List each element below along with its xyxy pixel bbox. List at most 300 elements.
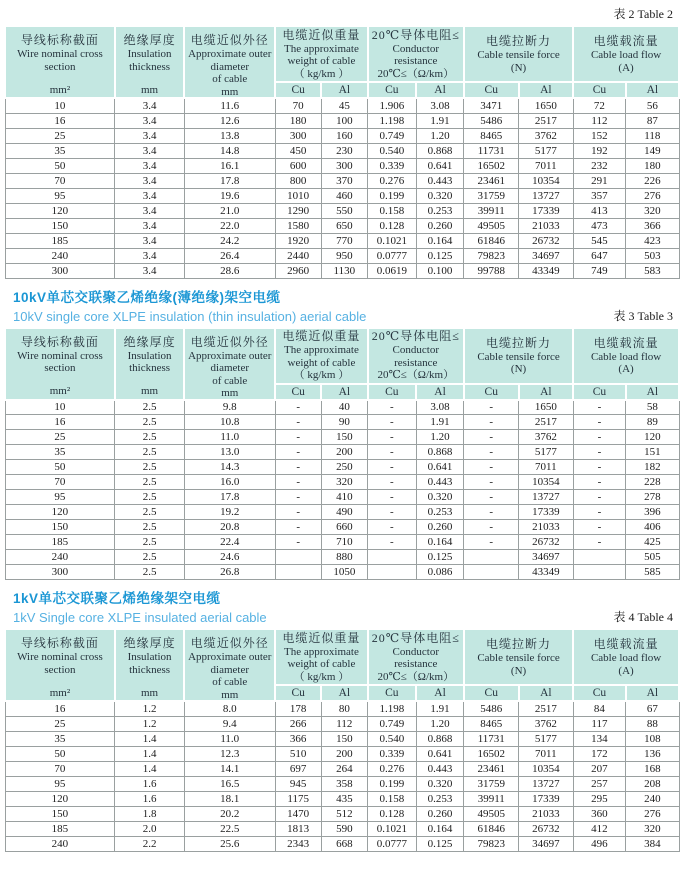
table-cell: 770 <box>321 233 368 248</box>
table4-heading-row <box>13 608 673 625</box>
table-cell: 1050 <box>321 565 368 580</box>
table-cell: 21033 <box>519 520 574 535</box>
table-cell: 80 <box>321 701 368 716</box>
subheader-cell: Al <box>416 384 464 400</box>
table-cell: 2960 <box>275 263 321 278</box>
table-cell: 120 <box>5 505 115 520</box>
table-cell: - <box>464 400 519 415</box>
table-cell: 366 <box>275 731 321 746</box>
table-cell: 0.320 <box>416 776 464 791</box>
table-cell: 23461 <box>464 173 519 188</box>
header-line: weight of cable <box>287 55 356 68</box>
table-cell: 668 <box>321 836 368 851</box>
table-cell: 31759 <box>464 188 519 203</box>
table-cell: 84 <box>573 701 626 716</box>
subheader-cell: Cu <box>368 82 417 98</box>
subheader-cell: Al <box>626 384 679 400</box>
table-cell: 70 <box>5 761 115 776</box>
column-header-cell <box>275 629 367 685</box>
table-cell: 647 <box>573 248 626 263</box>
table-cell: 79823 <box>464 248 519 263</box>
header-line: Conductor <box>392 42 439 55</box>
table-cell: 1.91 <box>416 701 464 716</box>
table-cell: 12.6 <box>184 113 275 128</box>
table-cell: 16 <box>5 415 115 430</box>
table-cell: 2.2 <box>115 836 184 851</box>
header-unit: mm <box>141 686 159 699</box>
table-cell: 182 <box>626 460 679 475</box>
table-cell: 300 <box>275 128 321 143</box>
header-line: (A) <box>618 61 634 74</box>
table-cell: 0.164 <box>416 535 464 550</box>
table-cell: 7011 <box>519 158 574 173</box>
header-line: resistance <box>394 55 438 68</box>
table-cell: 67 <box>626 701 679 716</box>
table-cell: 2.5 <box>115 520 184 535</box>
table-cell: 24.6 <box>184 550 275 565</box>
table3-heading-zh: 10kV单芯交联聚乙烯绝缘(薄绝缘)架空电缆 <box>13 289 281 305</box>
section-table4 <box>4 587 680 852</box>
header-line: 电缆近似外径 <box>190 636 269 650</box>
table-cell: 0.1021 <box>368 233 417 248</box>
table-cell: 61846 <box>464 821 519 836</box>
table-cell: 56 <box>626 98 679 113</box>
table-cell: 0.253 <box>416 791 464 806</box>
table-row <box>5 98 679 113</box>
table-cell: 180 <box>626 158 679 173</box>
header-unit: mm² <box>49 686 71 699</box>
table-cell <box>464 550 519 565</box>
table-cell: 880 <box>321 550 368 565</box>
table-cell: 19.6 <box>184 188 275 203</box>
subheader-cell: Al <box>626 685 679 701</box>
table-row <box>5 218 679 233</box>
table-cell: 660 <box>321 520 368 535</box>
table-cell: 600 <box>275 158 321 173</box>
column-header-cell <box>368 629 464 685</box>
table-cell: - <box>573 415 626 430</box>
table-cell: 423 <box>626 233 679 248</box>
header-unit: mm <box>221 85 239 98</box>
table-cell: 1.91 <box>416 113 464 128</box>
column-header-cell <box>184 26 275 98</box>
table-cell: 180 <box>275 113 321 128</box>
header-line: 电缆近似重量 <box>282 27 361 42</box>
column-header-cell <box>464 26 573 82</box>
table-cell: 300 <box>321 158 368 173</box>
table-cell: - <box>464 445 519 460</box>
header-unit: mm <box>221 688 239 701</box>
table-cell: 9.4 <box>184 716 275 731</box>
header-line: (N) <box>510 664 527 677</box>
table-cell: 3.4 <box>115 98 184 113</box>
table-cell: 496 <box>573 836 626 851</box>
table-cell: 266 <box>275 716 321 731</box>
table-cell: 1470 <box>275 806 321 821</box>
table-cell: 120 <box>626 430 679 445</box>
table-cell: 358 <box>321 776 368 791</box>
table-cell: 3.4 <box>115 263 184 278</box>
header-line: 电缆载流量 <box>593 34 659 49</box>
table-cell: 1290 <box>275 203 321 218</box>
table-cell: 240 <box>5 248 115 263</box>
table-cell: 2.5 <box>115 475 184 490</box>
table2-label-row <box>4 2 680 25</box>
table-cell: 34697 <box>519 248 574 263</box>
table-cell: - <box>368 490 417 505</box>
table-cell: 17339 <box>519 505 574 520</box>
header-line: The approximate <box>284 42 359 55</box>
table-cell: 22.5 <box>184 821 275 836</box>
table-cell: 49505 <box>464 806 519 821</box>
table-cell: 150 <box>321 430 368 445</box>
column-header-cell <box>184 629 275 701</box>
table-row <box>5 415 679 430</box>
table-cell: 505 <box>626 550 679 565</box>
table-cell: 1.4 <box>115 746 184 761</box>
table-cell: 749 <box>573 263 626 278</box>
header-line: Cable load flow <box>590 49 662 62</box>
table-cell: 112 <box>573 113 626 128</box>
table-cell: 295 <box>573 791 626 806</box>
table-cell: - <box>573 430 626 445</box>
table-cell: 16.1 <box>184 158 275 173</box>
table-cell: 0.199 <box>368 776 417 791</box>
table-cell: 473 <box>573 218 626 233</box>
table-cell: 0.260 <box>416 218 464 233</box>
column-header-cell <box>5 26 115 98</box>
table-cell: 9.8 <box>184 400 275 415</box>
header-line: The approximate <box>284 645 359 658</box>
table-cell: 490 <box>321 505 368 520</box>
table-row <box>5 746 679 761</box>
table-cell: 34697 <box>519 836 574 851</box>
table-cell: 0.641 <box>416 158 464 173</box>
table-cell: 25.6 <box>184 836 275 851</box>
table-cell: - <box>368 400 417 415</box>
table-cell: 3.4 <box>115 218 184 233</box>
table-cell: 320 <box>626 203 679 218</box>
table-row <box>5 776 679 791</box>
table-cell: 72 <box>573 98 626 113</box>
table-cell: 118 <box>626 128 679 143</box>
table-cell: 5486 <box>464 701 519 716</box>
table-cell: 26.4 <box>184 248 275 263</box>
table-cell: 11.0 <box>184 430 275 445</box>
column-header-cell <box>368 328 464 384</box>
header-line: The approximate <box>284 344 359 357</box>
spec-table-3 <box>4 327 680 581</box>
subheader-cell: Al <box>321 82 368 98</box>
subheader-cell: Cu <box>464 384 519 400</box>
header-line: Insulation <box>127 349 172 362</box>
header-unit: mm² <box>49 385 71 397</box>
table-cell: - <box>275 430 321 445</box>
subheader-cell: Al <box>519 82 574 98</box>
table-cell: 0.0777 <box>368 836 417 851</box>
header-unit: mm² <box>49 83 71 96</box>
table-cell: 90 <box>321 415 368 430</box>
table-cell: 13727 <box>519 188 574 203</box>
table-cell: 150 <box>5 520 115 535</box>
table-cell: 70 <box>5 475 115 490</box>
table-cell: 0.339 <box>368 746 417 761</box>
header-line: resistance <box>394 658 438 671</box>
table-cell: 1650 <box>519 400 574 415</box>
table-cell: 406 <box>626 520 679 535</box>
subheader-cell: Cu <box>573 82 626 98</box>
table-cell: 1130 <box>321 263 368 278</box>
table-cell: 1.4 <box>115 761 184 776</box>
table-cell: 11.0 <box>184 731 275 746</box>
header-line: (N) <box>510 363 527 376</box>
table-cell: - <box>368 445 417 460</box>
table-cell: 0.128 <box>368 218 417 233</box>
table-cell: 20.2 <box>184 806 275 821</box>
column-header-cell <box>573 328 679 384</box>
table-cell: 1.2 <box>115 701 184 716</box>
table3-heading-en: 10kV single core XLPE insulation (thin insulation) aerial cable <box>13 308 367 324</box>
table-cell: 185 <box>5 821 115 836</box>
column-header-cell <box>368 26 464 82</box>
table-cell: 10.8 <box>184 415 275 430</box>
table-cell: 1.6 <box>115 776 184 791</box>
table-cell: 11731 <box>464 731 519 746</box>
table-cell: - <box>368 505 417 520</box>
table-cell: - <box>464 520 519 535</box>
table-cell: 0.868 <box>416 731 464 746</box>
table-cell: 134 <box>573 731 626 746</box>
header-line: Cable tensile force <box>477 49 560 62</box>
table-cell: 1.198 <box>368 113 417 128</box>
table-cell: 413 <box>573 203 626 218</box>
table-cell: 945 <box>275 776 321 791</box>
table-cell: 35 <box>5 445 115 460</box>
subheader-cell: Cu <box>275 82 321 98</box>
table-cell: 3762 <box>519 716 574 731</box>
table-row <box>5 490 679 505</box>
table2-label: 表 2 Table 2 <box>613 7 673 21</box>
table-cell: 21.0 <box>184 203 275 218</box>
subheader-cell: Cu <box>573 384 626 400</box>
header-line: Insulation <box>127 651 172 663</box>
table-cell <box>368 565 417 580</box>
table-cell: 460 <box>321 188 368 203</box>
table-cell: 24.2 <box>184 233 275 248</box>
header-line: 绝缘厚度 <box>123 636 176 650</box>
table-cell: 240 <box>5 550 115 565</box>
table-cell: 1.2 <box>115 716 184 731</box>
table-cell: - <box>573 490 626 505</box>
table-cell: 58 <box>626 400 679 415</box>
table-cell: 0.443 <box>416 761 464 776</box>
table-cell: 43349 <box>519 565 574 580</box>
table-cell: 550 <box>321 203 368 218</box>
header-line: of cable <box>212 676 248 688</box>
table-cell: 0.1021 <box>368 821 417 836</box>
table-cell: 5486 <box>464 113 519 128</box>
table-cell: 0.158 <box>368 791 417 806</box>
table-cell: - <box>275 535 321 550</box>
table-row <box>5 475 679 490</box>
header-line: section <box>44 663 76 676</box>
table-cell: 3.08 <box>416 98 464 113</box>
table-cell: 8465 <box>464 716 519 731</box>
table-cell: 2.5 <box>115 565 184 580</box>
table-cell: 100 <box>321 113 368 128</box>
table-cell: 192 <box>573 143 626 158</box>
header-line: resistance <box>394 356 438 369</box>
header-line: Cable load flow <box>590 350 662 363</box>
table-cell: 3.4 <box>115 248 184 263</box>
table-cell: 0.540 <box>368 143 417 158</box>
table-cell: 0.125 <box>416 550 464 565</box>
table-cell: - <box>464 475 519 490</box>
table-cell: 10354 <box>519 761 574 776</box>
table-cell: 585 <box>626 565 679 580</box>
table-cell: 95 <box>5 776 115 791</box>
table-cell: 79823 <box>464 836 519 851</box>
table-cell: 0.868 <box>416 445 464 460</box>
table-cell: 13727 <box>519 490 574 505</box>
header-line: weight of cable <box>287 658 356 671</box>
table-cell: 12.3 <box>184 746 275 761</box>
table-cell: 697 <box>275 761 321 776</box>
table-cell: 34697 <box>519 550 574 565</box>
table-cell: 0.125 <box>416 836 464 851</box>
column-header-cell <box>573 629 679 685</box>
header-line: Wire nominal cross <box>17 48 103 60</box>
table-cell: 70 <box>275 98 321 113</box>
table-row <box>5 430 679 445</box>
table-cell: 120 <box>5 203 115 218</box>
table-cell: 0.260 <box>416 520 464 535</box>
column-header-cell <box>115 328 184 400</box>
table-row <box>5 520 679 535</box>
table-row <box>5 233 679 248</box>
table-cell: 172 <box>573 746 626 761</box>
table-cell: 276 <box>626 188 679 203</box>
table-cell: 117 <box>573 716 626 731</box>
table-cell: 22.4 <box>184 535 275 550</box>
table-cell: 50 <box>5 746 115 761</box>
table-cell: 150 <box>321 731 368 746</box>
subheader-cell: Cu <box>464 82 519 98</box>
table-cell: 1.20 <box>416 716 464 731</box>
table-cell: 152 <box>573 128 626 143</box>
table-cell: - <box>464 535 519 550</box>
table-cell: 425 <box>626 535 679 550</box>
table-cell: 1175 <box>275 791 321 806</box>
table-row <box>5 173 679 188</box>
table-cell: 800 <box>275 173 321 188</box>
column-header-cell <box>573 26 679 82</box>
table-cell: 2.5 <box>115 430 184 445</box>
header-unit: mm <box>221 387 239 399</box>
table-cell: 5177 <box>519 445 574 460</box>
header-line: of cable <box>212 73 248 85</box>
header-line: 电缆近似外径 <box>190 33 269 47</box>
table-cell: 160 <box>321 128 368 143</box>
table-cell: - <box>275 490 321 505</box>
table-cell: 2.5 <box>115 550 184 565</box>
table-cell: 2517 <box>519 113 574 128</box>
table-cell: 26732 <box>519 821 574 836</box>
table-cell: 17339 <box>519 791 574 806</box>
table-cell: 26732 <box>519 233 574 248</box>
table-cell: 366 <box>626 218 679 233</box>
table-cell: 2343 <box>275 836 321 851</box>
header-line: Cable load flow <box>590 652 662 665</box>
table4-heading-en: 1kV Single core XLPE insulated aerial cable <box>13 610 267 625</box>
table-cell <box>464 565 519 580</box>
table-cell: 49505 <box>464 218 519 233</box>
table-cell: 0.0777 <box>368 248 417 263</box>
table-cell: 3471 <box>464 98 519 113</box>
table-cell: 0.749 <box>368 128 417 143</box>
table-cell: 1920 <box>275 233 321 248</box>
table-cell: - <box>275 445 321 460</box>
table-cell: 150 <box>5 806 115 821</box>
table-cell: 8.0 <box>184 701 275 716</box>
table-cell: 257 <box>573 776 626 791</box>
table-cell: 1010 <box>275 188 321 203</box>
table-cell: 1.20 <box>416 430 464 445</box>
table-cell: 0.320 <box>416 490 464 505</box>
table-cell: 370 <box>321 173 368 188</box>
table-cell: 0.276 <box>368 761 417 776</box>
table-row <box>5 203 679 218</box>
header-line: 电缆拉断力 <box>486 637 552 652</box>
table-cell: 1.906 <box>368 98 417 113</box>
table-cell: 3.4 <box>115 173 184 188</box>
table-row <box>5 535 679 550</box>
table-cell: 545 <box>573 233 626 248</box>
table-cell: 650 <box>321 218 368 233</box>
header-line: 电缆近似重量 <box>282 329 361 344</box>
table-cell: - <box>368 460 417 475</box>
table-cell: 1.91 <box>416 415 464 430</box>
column-header-cell <box>115 629 184 701</box>
header-line: Approximate outer <box>188 651 272 663</box>
table-cell: 25 <box>5 716 115 731</box>
header-line: thickness <box>129 60 171 73</box>
table-cell: - <box>368 475 417 490</box>
header-line: 导线标称截面 <box>20 334 99 349</box>
subheader-cell: Al <box>416 685 464 701</box>
table-cell: 0.868 <box>416 143 464 158</box>
table-cell: 320 <box>321 475 368 490</box>
table-cell: 11.6 <box>184 98 275 113</box>
header-line: thickness <box>129 362 171 374</box>
subheader-cell: Cu <box>368 384 417 400</box>
table-cell: 208 <box>626 776 679 791</box>
table-cell: 510 <box>275 746 321 761</box>
table4-heading-zh: 1kV单芯交联聚乙烯绝缘架空电缆 <box>13 591 221 606</box>
header-line: weight of cable <box>287 356 356 369</box>
table-cell: 39911 <box>464 203 519 218</box>
table-cell: 2.5 <box>115 535 184 550</box>
header-line: of cable <box>212 374 248 387</box>
table-cell: 61846 <box>464 233 519 248</box>
table-cell: 23461 <box>464 761 519 776</box>
table-cell: 320 <box>626 821 679 836</box>
table-cell: 2.5 <box>115 415 184 430</box>
table-cell: 39911 <box>464 791 519 806</box>
table-row <box>5 113 679 128</box>
table-cell: 21033 <box>519 218 574 233</box>
table-cell: 16.0 <box>184 475 275 490</box>
